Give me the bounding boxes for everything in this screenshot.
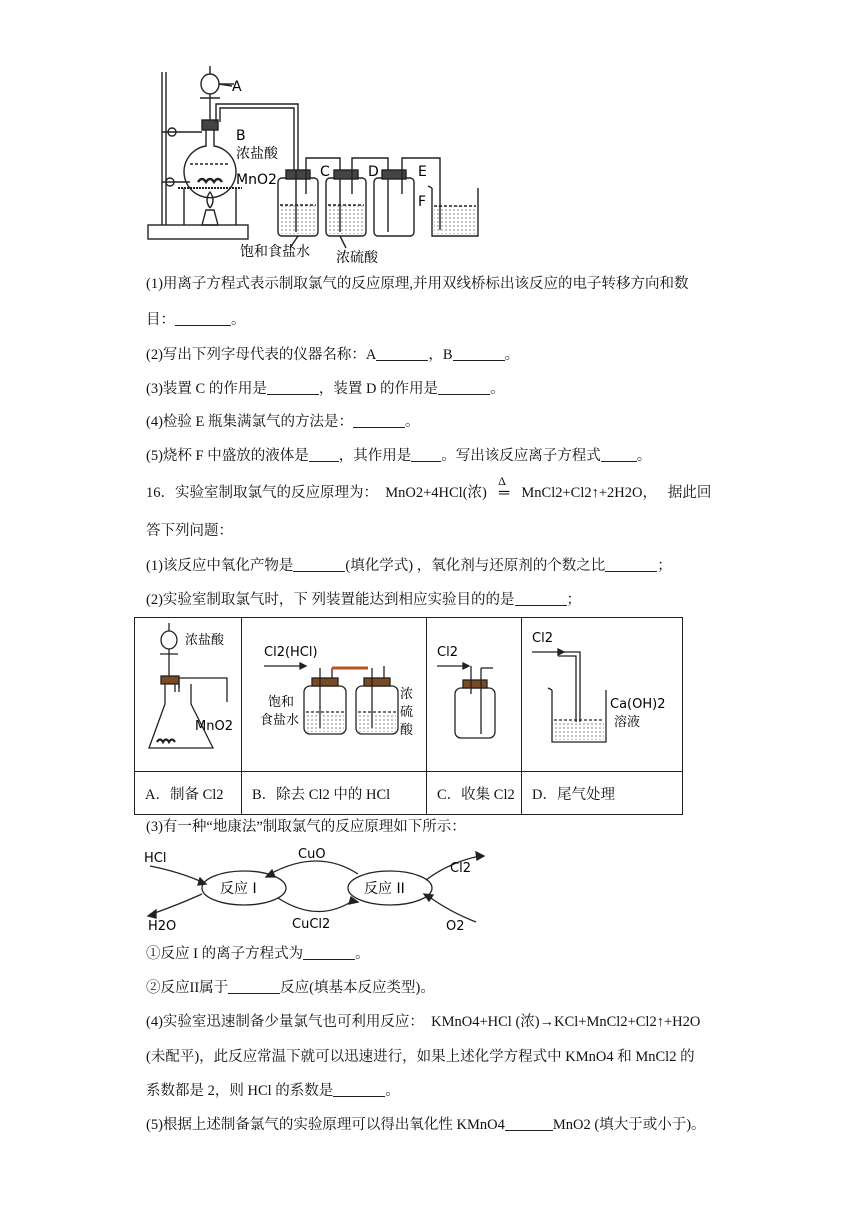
cycle-o2: O2 <box>446 919 465 934</box>
answer-blank <box>228 979 280 994</box>
option-B-acid3: 酸 <box>400 723 414 738</box>
cycle-h2o: H2O <box>148 919 177 934</box>
label-brine: 饱和食盐水 <box>240 244 310 260</box>
q16-part3: (3)有一种“地康法”制取氯气的反应原理如下所示： <box>146 819 466 835</box>
answer-blank <box>175 311 231 326</box>
option-B-brine1: 饱和 <box>268 695 295 710</box>
cycle-hcl: HCl <box>144 851 167 866</box>
option-D-image <box>522 618 683 772</box>
answer-blank <box>411 447 441 462</box>
q16-part1: (1)该反应中氧化产物是 (填化学式) ，氧化剂与还原剂的个数之比 ； <box>146 558 672 574</box>
answer-blank <box>303 945 355 960</box>
option-A-mno2: MnO2 <box>195 719 233 734</box>
q16-part4-line3: 系数都是 2，则 HCl 的系数是 。 <box>146 1083 400 1099</box>
heat-condition: Δ <box>498 474 506 488</box>
cycle-cuo: CuO <box>298 847 326 862</box>
q15-part5: (5)烧杯 F 中盛放的液体是 ，其作用是 。写出该反应离子方程式 。 <box>146 448 652 464</box>
q15-part2: (2)写出下列字母代表的仪器名称：A ，B 。 <box>146 347 520 363</box>
option-B-acid1: 浓 <box>400 687 414 702</box>
label-h2so4: 浓硫酸 <box>336 250 378 265</box>
options-table <box>134 617 683 815</box>
q16-part3-2: ②反应II属于 反应(填基本反应类型)。 <box>146 980 435 996</box>
option-C-caption: C．收集 Cl2 <box>427 772 522 815</box>
answer-blank <box>515 591 567 606</box>
option-C-image <box>427 618 522 772</box>
answer-blank <box>601 447 637 462</box>
option-C-gas: Cl2 <box>437 645 458 660</box>
label-A: A <box>232 79 242 95</box>
q16-part4-line1: (4)实验室迅速制备少量氯气也可利用反应： KMnO4+HCl (浓)→KCl+MnCl2+Cl2↑+H2O <box>146 1014 701 1030</box>
answer-blank <box>605 557 657 572</box>
label-conc-hcl: 浓盐酸 <box>236 146 278 162</box>
answer-blank <box>505 1116 553 1131</box>
cycle-cucl2: CuCl2 <box>292 917 331 932</box>
answer-blank <box>333 1082 385 1097</box>
option-B-gas: Cl2(HCl) <box>264 645 318 660</box>
option-B-image <box>242 618 427 772</box>
label-mno2: MnO2 <box>236 172 277 188</box>
apparatus-figure <box>140 60 510 265</box>
answer-blank <box>438 380 490 395</box>
q16-part4-line2: (未配平)，此反应常温下就可以迅速进行，如果上述化学方程式中 KMnO4 和 MnCl2 的 <box>146 1049 695 1065</box>
option-D-sol2: 溶液 <box>614 715 641 730</box>
label-D: D <box>368 164 379 180</box>
label-B: B <box>236 128 246 144</box>
q16-intro-line2: 答下列问题： <box>146 523 233 539</box>
cycle-cl2: Cl2 <box>450 861 471 876</box>
option-D-caption: D．尾气处理 <box>522 772 683 815</box>
q16-intro-line1: 16．实验室制取氯气的反应原理为： MnO2+4HCl(浓) Δ ═ MnCl2+Cl2↑+2H2O， 据此回 <box>146 483 711 503</box>
cycle-reaction-1: 反应 I <box>220 881 257 897</box>
option-B-caption: B．除去 Cl2 中的 HCl <box>242 772 427 815</box>
q15-part1-line2: 目： 。 <box>146 312 246 328</box>
answer-blank <box>453 346 505 361</box>
q16-part2: (2)实验室制取氯气时，下 列装置能达到相应实验目的的是 ； <box>146 592 582 608</box>
cycle-reaction-2: 反应 II <box>364 881 405 897</box>
q15-part1-line1: (1)用离子方程式表示制取氯气的反应原理,并用双线桥标出该反应的电子转移方向和数 <box>146 276 689 292</box>
label-E: E <box>418 164 427 180</box>
option-A-image <box>135 618 242 772</box>
option-B-brine2: 食盐水 <box>260 713 300 728</box>
q16-part5: (5)根据上述制备氯气的实验原理可以得出氧化性 KMnO4 MnO2 (填大于或小于)。 <box>146 1117 706 1133</box>
label-F: F <box>418 194 427 210</box>
answer-blank <box>293 557 345 572</box>
q15-part3: (3)装置 C 的作用是 ，装置 D 的作用是 。 <box>146 381 505 397</box>
option-D-gas: Cl2 <box>532 631 553 646</box>
option-A-conc-hcl: 浓盐酸 <box>185 633 225 648</box>
answer-blank <box>309 447 339 462</box>
answer-blank <box>353 413 405 428</box>
answer-blank <box>376 346 428 361</box>
answer-blank <box>267 380 319 395</box>
label-C: C <box>320 164 330 180</box>
deacon-cycle-diagram <box>140 842 500 934</box>
q16-part3-1: ①反应 I 的离子方程式为 。 <box>146 946 370 962</box>
option-D-sol1: Ca(OH)2 <box>610 697 666 712</box>
option-B-acid2: 硫 <box>400 705 414 720</box>
option-A-caption: A．制备 Cl2 <box>135 772 242 815</box>
q15-part4: (4)检验 E 瓶集满氯气的方法是： 。 <box>146 414 420 430</box>
